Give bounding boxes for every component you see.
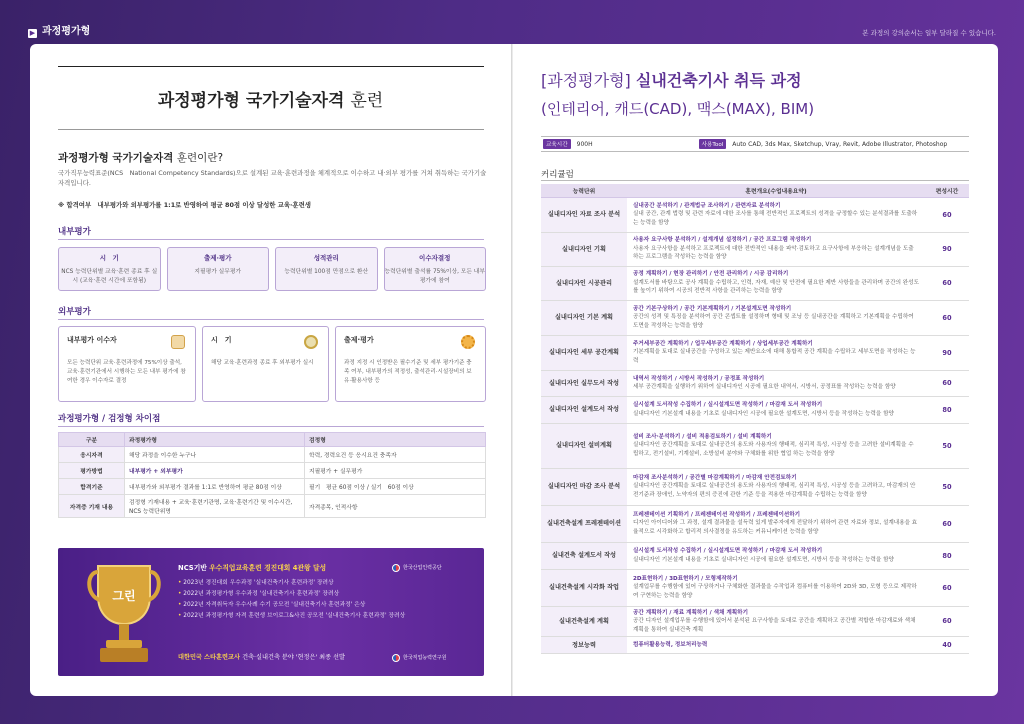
emblem-icon <box>392 654 400 662</box>
unit-key-topics: 실내공간 분석하기 / 관계법규 조사하기 / 관련자료 분석하기 <box>633 202 781 209</box>
unit-key-topics: 프레젠테이션 기획하기 / 프레젠테이션 작성하기 / 프레젠테이션하기 <box>633 511 801 518</box>
box-desc: 모든 능력단위 교육·훈련과정에 75%이상 출석, 교육·훈련기관에서 시행하는 모든 내부 평가에 참여한 경우 이수자로 결정 <box>67 360 186 384</box>
unit-key-topics: 실시설계 도서작성 수집하기 / 실시설계도면 작성하기 / 마감재 도서 작성하기 <box>633 548 823 554</box>
external-eval-box <box>202 326 329 402</box>
gear-icon <box>461 335 475 349</box>
unit-description: 공간의 성격 및 특징을 분석하여 공간 콘셉트를 설정하며 형태 및 조닝 등 실내공간을 계획하고 기본계획을 수립하여 도면을 작성하는 능력을 함양 <box>633 314 914 329</box>
course-title <box>541 68 802 91</box>
emblem-icon <box>392 564 400 572</box>
unit-name: 실내디자인 실무도서 작성 <box>541 370 627 396</box>
award-title <box>178 562 326 572</box>
list-item: • 2023년 경진대회 우수과정 '실내건축기사 훈련과정' 장려상 <box>178 578 405 589</box>
meta-value: Auto CAD, 3ds Max, Sketchup, Vray, Revit, Adobe Illustrator, Photoshop <box>732 140 948 148</box>
unit-summary <box>627 468 925 505</box>
trophy-icon <box>84 556 164 668</box>
award-footer <box>178 652 345 661</box>
unit-summary <box>627 370 925 396</box>
unit-hours: 60 <box>925 606 969 637</box>
list-item: • 2022년 자격취득자 우수사례 수기 공모전 '실내건축기사 훈련과정' 은상 <box>178 600 405 611</box>
cell: 자격종목, 인적사항 <box>305 495 486 518</box>
table-row <box>59 495 486 518</box>
unit-key-topics: 공정 계획하기 / 현장 관리하기 / 안전 관리하기 / 시공 감리하기 <box>633 271 789 278</box>
unit-description: 실내디자인 공간계획을 토대로 실내공간의 용도와 사용자의 행태적, 심리적 특성, 시공성 등을 고려한 설비계획을 수립하고, 전기설비, 기계설비, 소방설비 분야와 구체화를 위한 협업 하는 능력을 함양 <box>633 442 914 457</box>
cell: 내부평가 + 외부평가 <box>125 463 305 479</box>
unit-key-topics: 사용자 요구사항 분석하기 / 설계개념 설정하기 / 공간 프로그램 작성하기 <box>633 237 812 244</box>
row-label: 자격증 기재 내용 <box>59 495 125 518</box>
unit-description: 실내디자인 기본설계 내용을 기초로 실내디자인 시공에 필요한 설계도면, 시방서 등을 작성하는 능력을 함양 <box>633 556 894 563</box>
unit-hours: 40 <box>925 637 969 654</box>
cell: 지필평가 + 실무평가 <box>305 463 486 479</box>
unit-name: 실내건축설계 계획 <box>541 606 627 637</box>
unit-hours: 80 <box>925 396 969 423</box>
unit-key-topics: 내역서 작성하기 / 시방서 작성하기 / 공정표 작성하기 <box>633 375 765 382</box>
unit-key-topics: 2D표현하기 / 3D표현하기 / 모형제작하기 <box>633 575 738 582</box>
cell: 내부평가와 외부평가 결과를 1:1로 반영하여 평균 80점 이상 <box>125 479 305 495</box>
unit-key-topics: 마감재 조사분석하기 / 공간별 마감계획하기 / 마감재 안전검토하기 <box>633 474 797 481</box>
unit-summary <box>627 569 925 606</box>
list-item: • 2022년 과정평가형 자격 훈련생 브이로그&사진 공모전 '실내건축기사 훈련과정' 장려상 <box>178 611 405 622</box>
unit-hours: 60 <box>925 266 969 300</box>
unit-key-topics: 실시설계 도서작성 수집하기 / 실시설계도면 작성하기 / 마감재 도서 작성하기 <box>633 402 823 408</box>
external-eval-box <box>58 326 196 402</box>
box-desc: 해당 교육·훈련과정 종료 후 외부평가 실시 <box>211 360 314 366</box>
table-header-row <box>541 184 969 197</box>
agency-logo-text: 한국직업능력연구원 <box>403 655 447 661</box>
award-title-main: 우수직업교육훈련 경진대회 4관왕 달성 <box>209 564 327 572</box>
unit-name: 실내디자인 자료 조사 분석 <box>541 197 627 232</box>
unit-hours: 60 <box>925 569 969 606</box>
unit-summary <box>627 423 925 468</box>
unit-hours: 80 <box>925 542 969 569</box>
table-header-row <box>59 433 486 447</box>
box-title: 성적관리 <box>313 254 339 262</box>
unit-hours: 50 <box>925 423 969 468</box>
table-row <box>541 423 969 468</box>
unit-name: 정보능력 <box>541 637 627 654</box>
box-title: 시 기 <box>211 336 232 344</box>
unit-name: 실내디자인 기본 계획 <box>541 300 627 335</box>
table-row <box>541 505 969 542</box>
unit-summary <box>627 232 925 266</box>
column-header: 편성시간 <box>925 184 969 197</box>
section-tag <box>28 22 90 38</box>
internal-eval-box <box>384 247 487 291</box>
box-title: 시 기 <box>99 254 119 262</box>
unit-hours: 60 <box>925 197 969 232</box>
unit-description: 설계업무를 수행함에 있어 구상하거나 구체화한 결과물을 수작업과 컴퓨터를 이용하여 2D와 3D, 모형 등으로 제작하여 구현하는 능력을 함양 <box>633 584 917 599</box>
section-tag-label: 과정평가형 <box>42 26 91 37</box>
unit-name: 실내디자인 설비계획 <box>541 423 627 468</box>
award-footer-light: 건축·실내건축 분야 '현정은' 최종 선발 <box>242 654 345 661</box>
box-title: 출제·평가 <box>203 254 232 262</box>
internal-eval-grid <box>58 247 486 291</box>
cell: 검정형 기재내용 + 교육·훈련기관명, 교육·훈련기간 및 이수시간, NCS 능력단위명 <box>125 495 305 518</box>
unit-hours: 60 <box>925 370 969 396</box>
cell: 해당 과정을 이수한 누구나 <box>125 447 305 463</box>
row-label: 평가방법 <box>59 463 125 479</box>
internal-eval-box <box>167 247 270 291</box>
unit-description: 공간 디자인 설계업무를 수행함에 있어서 분석된 요구사항을 토대로 공간을 계획하고 공간별 적합한 마감재료와 색채 계획을 통하여 실내건축 계획 <box>633 618 916 633</box>
table-row <box>541 396 969 423</box>
agency-logo <box>392 562 462 573</box>
unit-description: 실내디자인 기본설계 내용을 기초로 실내디자인 시공에 필요한 설계도면, 시방서 등을 작성하는 능력을 함양 <box>633 410 894 417</box>
unit-summary <box>627 396 925 423</box>
unit-name: 실내디자인 기획 <box>541 232 627 266</box>
table-row <box>59 463 486 479</box>
box-desc: 능력단위별 출석률 75%이상, 모든 내부평가에 참여 <box>384 269 485 284</box>
unit-summary <box>627 606 925 637</box>
arrow-icon: ▶ <box>29 29 36 37</box>
meta-label: 교육시간 <box>543 139 571 149</box>
unit-name: 실내디자인 시공관리 <box>541 266 627 300</box>
internal-eval-box <box>58 247 161 291</box>
list-item: • 2022년 과정평가형 우수과정 '실내건축기사 훈련과정' 장려상 <box>178 589 405 600</box>
award-footer-bold: 대한민국 스타훈련교사 <box>178 654 240 661</box>
unit-name: 실내건축설계 프레젠테이션 <box>541 505 627 542</box>
trophy-label: 그린 <box>112 589 136 603</box>
title-light: 훈련 <box>350 91 384 111</box>
unit-key-topics: 주거세부공간 계획하기 / 업무세부공간 계획하기 / 상업세부공간 계획하기 <box>633 340 813 347</box>
unit-key-topics: 설비 조사·분석하기 / 설비 적용검토하기 / 설비 계획하기 <box>633 433 772 440</box>
box-desc: NCS 능력단위별 교육·훈련 종료 후 실시 (교육·훈련 시간에 포함됨) <box>61 269 158 284</box>
column-header: 능력단위 <box>541 184 627 197</box>
agency-logo-text: 한국산업인력공단 <box>403 565 442 571</box>
intro-heading <box>58 150 223 165</box>
box-title: 출제·평가 <box>344 336 374 344</box>
unit-hours: 90 <box>925 232 969 266</box>
left-page <box>30 44 511 696</box>
table-row <box>541 197 969 232</box>
divider <box>58 129 484 130</box>
award-list <box>178 578 405 622</box>
unit-key-topics: 공간 계획하기 / 재료 계획하기 / 색채 계획하기 <box>633 609 748 616</box>
divider <box>58 239 484 240</box>
divider <box>58 426 484 427</box>
unit-summary <box>627 637 925 654</box>
unit-hours: 50 <box>925 468 969 505</box>
agency-logo <box>392 652 462 663</box>
page-title <box>30 86 511 111</box>
table-row <box>59 479 486 495</box>
unit-hours: 90 <box>925 335 969 370</box>
divider <box>541 180 969 181</box>
column-header: 훈련개요(수업내용요약) <box>627 184 925 197</box>
header-note: 본 과정의 강의순서는 일부 달라질 수 있습니다. <box>862 29 996 37</box>
table-row <box>541 468 969 505</box>
unit-summary <box>627 197 925 232</box>
box-desc: 능력단위별 100점 만점으로 환산 <box>284 269 369 275</box>
unit-hours: 60 <box>925 300 969 335</box>
title-bold: 과정평가형 국가기술자격 <box>157 91 345 111</box>
compare-table <box>58 432 486 518</box>
external-eval-grid <box>58 326 486 402</box>
internal-eval-box <box>275 247 378 291</box>
intro-heading-light: 훈련이란? <box>176 152 224 164</box>
unit-description: 실내디자인 공간계획을 토대로 실내공간의 용도와 사용자의 행태적, 심리적 특성, 시공성 등을 고려하고, 마감재의 안전기준과 장애인, 노약자의 편의 증진에 관한 기준 등을 적용한 마감계획을 수립하는 능력을 함양 <box>633 483 916 498</box>
table-row <box>541 232 969 266</box>
unit-description: 실내 공간, 관계 법령 및 관련 자료에 대한 조사를 통해 전반적인 프로젝트의 성격을 규정할수 있는 분석결과를 도출하는 능력을 함양 <box>633 211 918 226</box>
unit-description: 세부 공간계획을 실행하기 위하여 실내디자인 시공에 필요한 내역서, 시방서, 공정표를 작성하는 능력을 함양 <box>633 384 896 390</box>
curriculum-table <box>541 184 969 654</box>
table-row <box>541 569 969 606</box>
unit-name: 실내디자인 세부 공간계획 <box>541 335 627 370</box>
table-row <box>541 266 969 300</box>
row-label: 합격기준 <box>59 479 125 495</box>
pass-criteria-note: ※ 합격여부 내부평가와 외부평가를 1:1로 반영하여 평균 80점 이상 달성한 교육·훈련생 <box>58 201 311 209</box>
unit-description: 기본계획을 토대로 실내공간을 구성하고 있는 제반요소에 대해 통합적 공간 계획을 수립하고 세부도면을 작성하는 능력 <box>633 349 916 364</box>
top-bar <box>0 0 1024 44</box>
unit-description: 사용자 요구사항을 분석하고 프로젝트에 대한 전반적인 내용을 파악·검토하고 요구사항에 부응하는 설계개념을 도출하는 프로그램을 작성하는 능력을 함양 <box>633 245 914 261</box>
unit-summary <box>627 266 925 300</box>
curriculum-heading: 커리큘럼 <box>541 170 574 180</box>
intro-heading-bold: 과정평가형 국가기술자격 <box>58 152 174 164</box>
column-header: 구분 <box>59 433 125 447</box>
box-desc: 지필평가 실무평가 <box>194 269 242 275</box>
meta-label: 사용Tool <box>699 139 727 149</box>
award-title-prefix: NCS기반 <box>178 564 207 572</box>
divider <box>58 319 484 320</box>
external-eval-box <box>335 326 486 402</box>
internal-eval-heading: 내부평가 <box>58 227 91 237</box>
document-check-icon <box>171 335 185 349</box>
table-row <box>541 300 969 335</box>
unit-hours: 60 <box>925 505 969 542</box>
box-title: 이수자결정 <box>419 254 451 262</box>
table-row <box>541 606 969 637</box>
unit-name: 실내건축설계 시각화 작업 <box>541 569 627 606</box>
table-row <box>541 335 969 370</box>
course-title-bracket: [과정평가형] <box>541 71 631 90</box>
right-page <box>513 44 998 696</box>
coin-icon <box>304 335 318 349</box>
award-banner <box>58 548 484 676</box>
table-row <box>541 370 969 396</box>
cell: 필기 평균 60점 이상 / 실기 60점 이상 <box>305 479 486 495</box>
unit-name: 실내디자인 설계도서 작성 <box>541 396 627 423</box>
course-title-main: 실내건축기사 취득 과정 <box>635 71 802 90</box>
course-meta <box>541 136 969 152</box>
meta-value: 900H <box>576 140 593 148</box>
table-row <box>541 542 969 569</box>
compare-heading: 과정평가형 / 검정형 차이점 <box>58 414 161 424</box>
unit-name: 실내디자인 마감 조사 분석 <box>541 468 627 505</box>
unit-description: 디자인 아이디어와 그 과정, 설계 결과물을 설득력 있게 발주자에게 전달하기 위하여 관련 자료와 정보, 설계내용을 효율적으로 시각화하고 합리적 의사결정을 유도하는 커뮤니케이션 능력을 함양 <box>633 520 918 535</box>
unit-description: 설계도서를 바탕으로 공사 계획을 수립하고, 인력, 자재, 예산 및 안전에 필요한 제반 사항들을 관리하며 공간의 완성도를 높이기 위하여 시공의 전반적 사항을 관리하는 능력을 함양 <box>633 279 919 295</box>
unit-summary <box>627 542 925 569</box>
divider <box>58 66 484 67</box>
column-header: 검정형 <box>305 433 486 447</box>
table-row <box>59 447 486 463</box>
unit-key-topics: 공간 기본구상하기 / 공간 기본계획하기 / 기본설계도면 작성하기 <box>633 305 792 312</box>
unit-summary <box>627 505 925 542</box>
unit-summary <box>627 300 925 335</box>
box-desc: 과정 지정 시 인정받은 필수기준 및 세부 평가기준 충족 여부, 내부평가의 적정성, 출석관리·시설장비의 보유·활용사항 등 <box>344 360 472 384</box>
external-eval-heading: 외부평가 <box>58 307 91 317</box>
unit-summary <box>627 335 925 370</box>
column-header: 과정평가형 <box>125 433 305 447</box>
cell: 학력, 경력요건 등 응시요건 충족자 <box>305 447 486 463</box>
intro-description: 국가직무능력표준(NCS National Competency Standards)으로 설계된 교육·훈련과정을 체계적으로 이수하고 내·외부 평가를 거쳐 취득하는 국가기술자격입니다. <box>58 169 487 187</box>
box-title: 내부평가 이수자 <box>67 336 117 344</box>
row-label: 응시자격 <box>59 447 125 463</box>
course-subtitle: (인테리어, 캐드(CAD), 맥스(MAX), BIM) <box>541 100 815 118</box>
unit-key-topics: 컴퓨터활용능력, 정보처리능력 <box>633 641 708 648</box>
unit-name: 실내건축 설계도서 작성 <box>541 542 627 569</box>
table-row <box>541 637 969 654</box>
